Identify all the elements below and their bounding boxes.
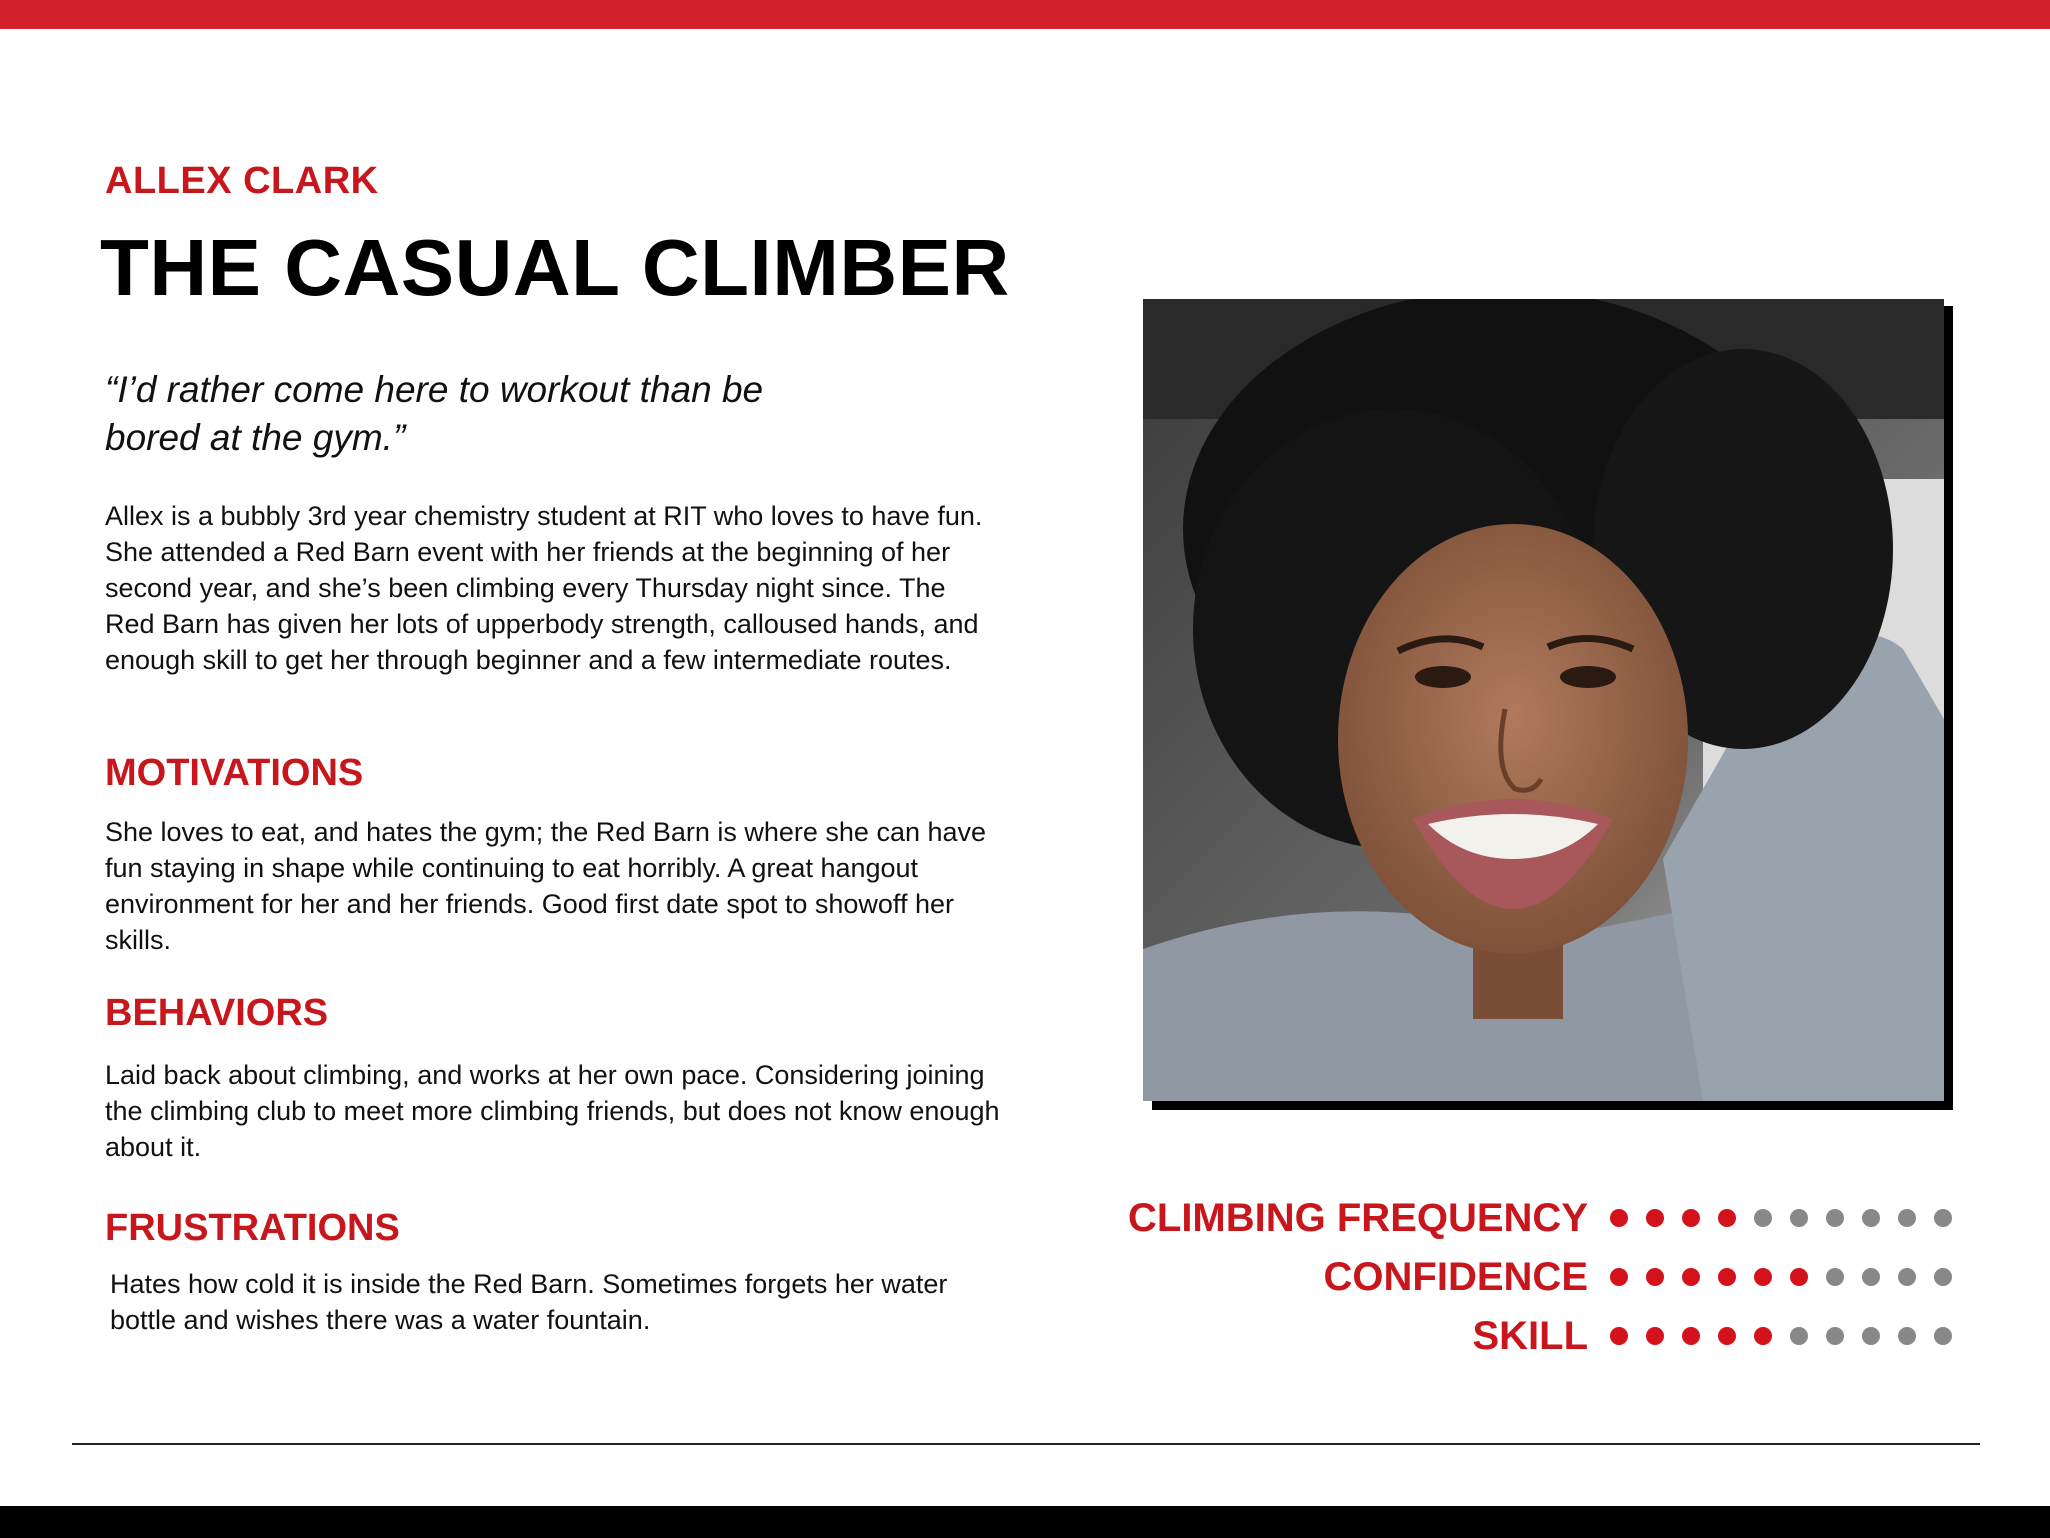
rating-label: CONFIDENCE [1323,1255,1588,1299]
frustrations-heading: FRUSTRATIONS [105,1207,400,1249]
persona-quote: “I’d rather come here to workout than be bored at the gym.” [105,369,764,458]
frustrations-text: Hates how cold it is inside the Red Barn. Sometimes forgets her water bottle and wishes there was a water fountain. [110,1269,948,1335]
motivations-heading: MOTIVATIONS [105,752,364,794]
rating-dot-empty [1934,1209,1952,1227]
rating-dot-filled [1610,1327,1628,1345]
behaviors-text: Laid back about climbing, and works at her own pace. Considering joining the climbing club to meet more climbing friends, but does not know enough about it. [105,1060,1000,1162]
rating-dot-empty [1862,1327,1880,1345]
rating-dots [1610,1310,1970,1362]
rating-dot-filled [1682,1268,1700,1286]
portrait-photo-icon [1143,299,1944,1101]
persona-name: ALLEX CLARK [105,160,379,202]
rating-dot-filled [1646,1327,1664,1345]
rating-dot-filled [1718,1327,1736,1345]
persona-bio: Allex is a bubbly 3rd year chemistry student at RIT who loves to have fun. She attended a Red Barn event with her friends at the beginning of her second year, and she’s been climbing every Thursday night since. The Red Barn has given her lots of upperbody strength, calloused hands, and enough skill to get her through beginner and a few intermediate routes. [105,501,983,675]
rating-dot-filled [1682,1209,1700,1227]
rating-dot-filled [1646,1209,1664,1227]
rating-dot-filled [1754,1268,1772,1286]
rating-label: SKILL [1472,1314,1588,1358]
rating-dot-filled [1718,1209,1736,1227]
rating-dots [1610,1251,1970,1303]
motivations-text: She loves to eat, and hates the gym; the Red Barn is where she can have fun staying in shape while continuing to eat horribly. A great hangout environment for her and her friends. Good first date spot to showoff her skills. [105,817,987,955]
rating-label: CLIMBING FREQUENCY [1128,1196,1588,1240]
rating-row [1080,1310,1960,1362]
rating-dot-empty [1826,1268,1844,1286]
rating-dot-filled [1610,1209,1628,1227]
rating-dot-empty [1862,1268,1880,1286]
rating-dots [1610,1192,1970,1244]
rating-dot-empty [1790,1327,1808,1345]
rating-dot-empty [1862,1209,1880,1227]
rating-dot-empty [1898,1268,1916,1286]
rating-dot-empty [1826,1327,1844,1345]
footer-divider [72,1443,1980,1445]
rating-row [1080,1251,1960,1303]
top-accent-bar [0,0,2050,29]
persona-title: THE CASUAL CLIMBER [100,223,1010,312]
rating-dot-empty [1934,1327,1952,1345]
bottom-bar [0,1506,2050,1538]
rating-dot-filled [1718,1268,1736,1286]
rating-dot-empty [1898,1327,1916,1345]
rating-dot-filled [1790,1268,1808,1286]
rating-dot-filled [1646,1268,1664,1286]
rating-dot-empty [1790,1209,1808,1227]
rating-dot-filled [1682,1327,1700,1345]
rating-dot-filled [1610,1268,1628,1286]
rating-dot-empty [1898,1209,1916,1227]
rating-dot-filled [1754,1327,1772,1345]
behaviors-heading: BEHAVIORS [105,992,329,1034]
rating-row [1080,1192,1960,1244]
persona-photo [1143,299,1944,1101]
rating-dot-empty [1826,1209,1844,1227]
rating-dot-empty [1934,1268,1952,1286]
rating-dot-empty [1754,1209,1772,1227]
